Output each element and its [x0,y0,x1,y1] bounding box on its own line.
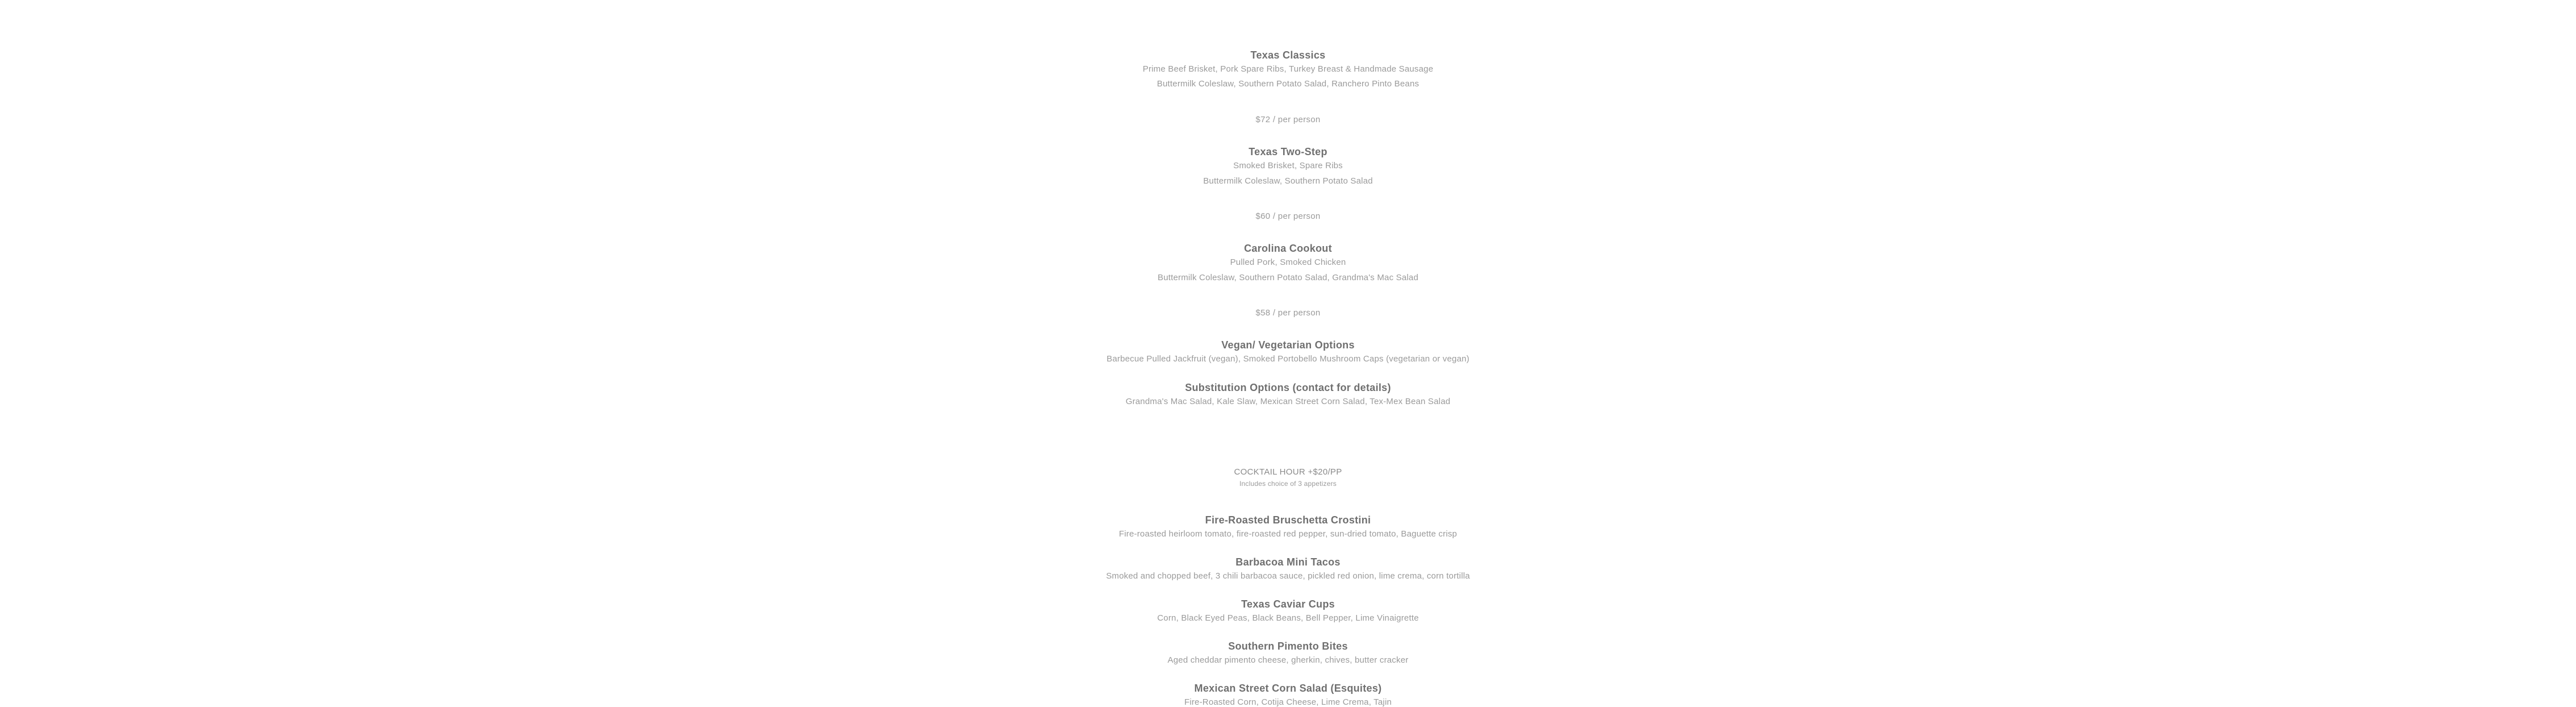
appetizer-title: Southern Pimento Bites [1228,641,1348,652]
appetizer-title: Barbacoa Mini Tacos [1235,556,1341,568]
vegan-options-title: Vegan/ Vegetarian Options [1221,339,1355,351]
appetizer-title: Texas Caviar Cups [1241,598,1335,610]
package-proteins: Prime Beef Brisket, Pork Spare Ribs, Turkey Breast & Handmade Sausage [1142,64,1434,74]
package-title: Texas Classics [1250,49,1326,61]
appetizer-title: Mexican Street Corn Salad (Esquites) [1194,683,1382,694]
appetizer-description: Aged cheddar pimento cheese, gherkin, chives, butter cracker [1167,655,1409,665]
package-proteins: Pulled Pork, Smoked Chicken [1230,257,1346,267]
substitution-options-title: Substitution Options (contact for details) [1185,382,1391,393]
package-price: $72 / per person [1255,115,1321,124]
package-sides: Buttermilk Coleslaw, Southern Potato Salad, Grandma's Mac Salad [1157,273,1419,282]
package-proteins: Smoked Brisket, Spare Ribs [1233,161,1343,170]
vegan-options-text: Barbecue Pulled Jackfruit (vegan), Smoked Portobello Mushroom Caps (vegetarian or vegan) [1107,354,1469,364]
package-title: Texas Two-Step [1249,146,1327,157]
appetizer-description: Fire-Roasted Corn, Cotija Cheese, Lime Crema, Tajin [1184,697,1392,707]
package-price: $58 / per person [1255,308,1321,318]
package-sides: Buttermilk Coleslaw, Southern Potato Salad [1203,176,1373,186]
cocktail-hour-subheading: Includes choice of 3 appetizers [1239,480,1337,488]
appetizer-description: Fire-roasted heirloom tomato, fire-roasted red pepper, sun-dried tomato, Baguette crisp [1118,529,1458,539]
package-title: Carolina Cookout [1244,243,1332,254]
appetizer-description: Corn, Black Eyed Peas, Black Beans, Bell Pepper, Lime Vinaigrette [1157,613,1419,623]
package-price: $60 / per person [1255,211,1321,221]
appetizer-description: Smoked and chopped beef, 3 chili barbacoa sauce, pickled red onion, lime crema, corn tortilla [1106,571,1470,581]
appetizer-title: Fire-Roasted Bruschetta Crostini [1205,514,1371,526]
cocktail-hour-heading: COCKTAIL HOUR +$20/PP [1234,467,1342,477]
substitution-options-text: Grandma's Mac Salad, Kale Slaw, Mexican Street Corn Salad, Tex-Mex Bean Salad [1125,397,1451,406]
package-sides: Buttermilk Coleslaw, Southern Potato Salad, Ranchero Pinto Beans [1157,79,1419,89]
